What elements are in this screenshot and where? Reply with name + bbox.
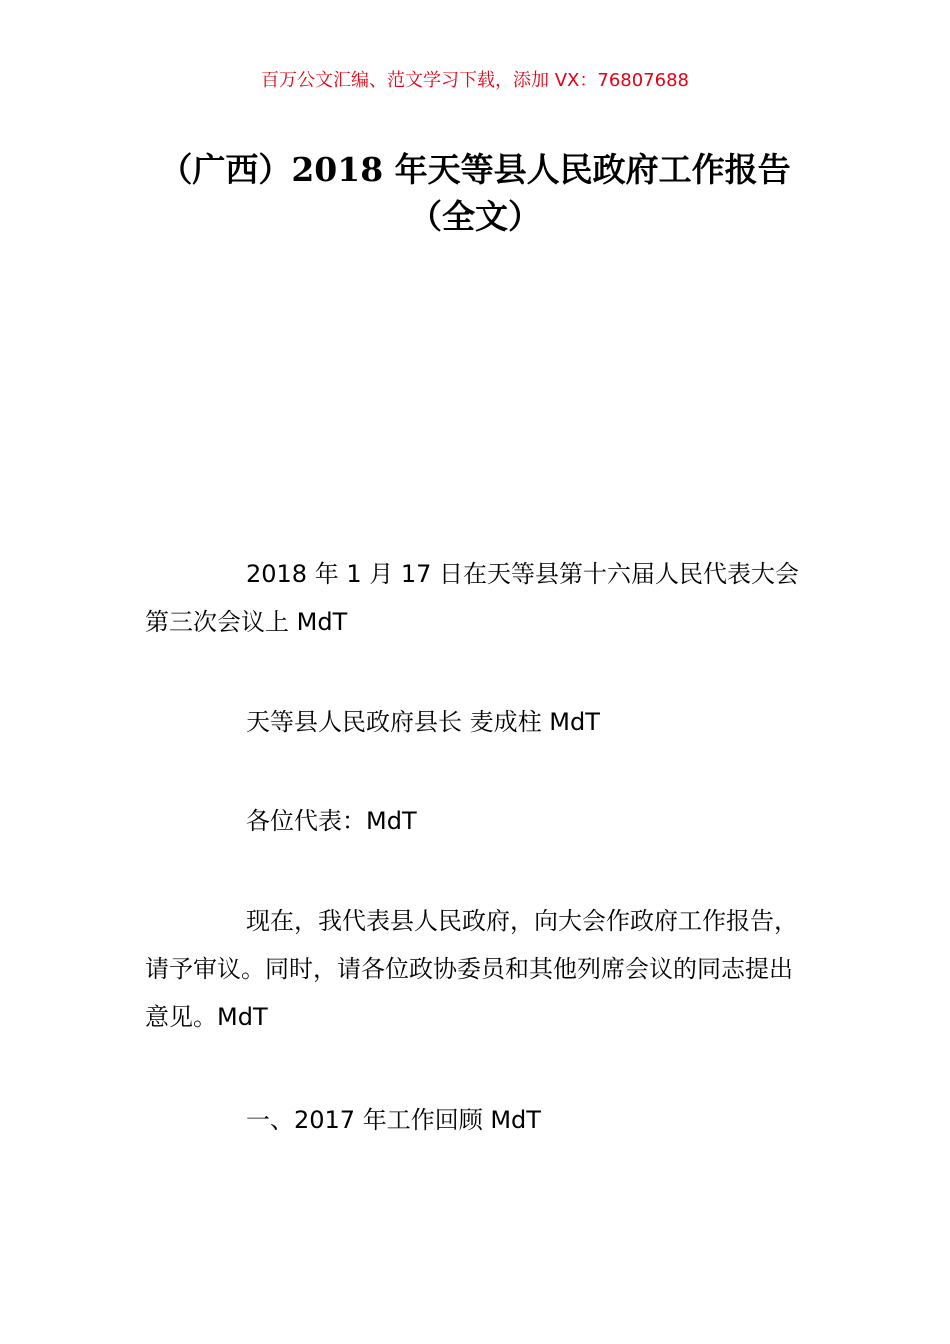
title-line-1: （广西）2018 年天等县人民政府工作报告 [159,150,791,189]
header-banner: 百万公文汇编、范文学习下载，添加 VX：76807688 [261,70,689,91]
paragraph-introduction: 现在，我代表县人民政府，向大会作政府工作报告，请予审议。同时，请各位政协委员和其他列席会议的同志提出意见。MdT [145,907,798,1031]
paragraph-salutation: 各位代表：MdT [246,807,417,835]
paragraph-speaker: 天等县人民政府县长 麦成柱 MdT [246,708,600,736]
document-title [130,146,820,240]
paragraph-meeting-info: 2018 年 1 月 17 日在天等县第十六届人民代表大会第三次会议上 MdT [145,560,800,636]
section-heading-review: 一、2017 年工作回顾 MdT [246,1106,541,1134]
title-line-2: （全文） [409,197,541,236]
